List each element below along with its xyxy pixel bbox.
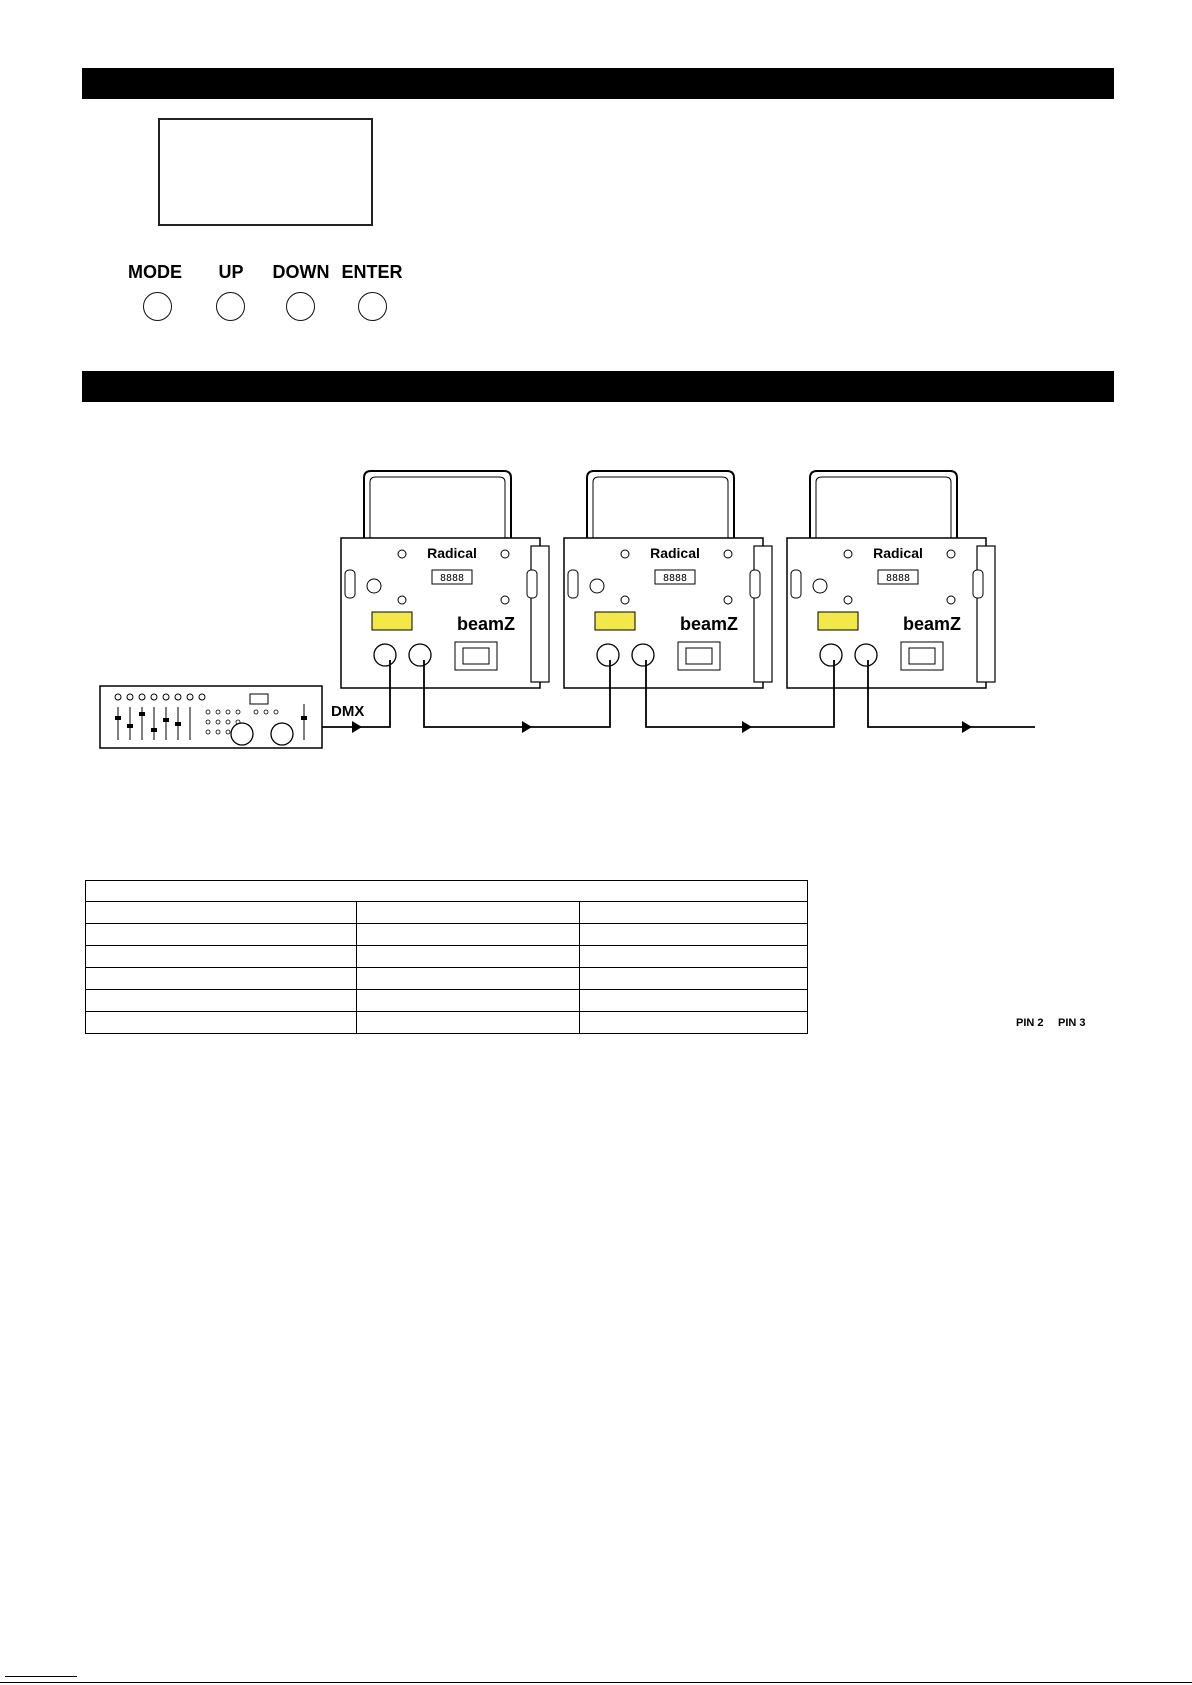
pin-2-label: PIN 2 [1016,1017,1044,1029]
fixture-brand-logo: beamZ [679,614,739,634]
table-cell [580,946,808,968]
fixture-model-label: Radical [427,545,477,561]
dmx-address-table [85,880,808,1034]
pin-3-label: PIN 3 [1058,1017,1086,1029]
table-cell [86,881,808,902]
table-row [86,990,808,1012]
table-cell [357,946,580,968]
table-cell [357,924,580,946]
table-row [86,1012,808,1034]
table-cell [357,1012,580,1034]
fixture-2 [564,471,772,688]
table-row [86,924,808,946]
table-cell [580,1012,808,1034]
up-button-label: UP [218,262,244,282]
table-cell [357,902,580,924]
table-row [86,902,808,924]
table-cell [86,902,357,924]
down-button-label: DOWN [272,262,330,282]
table-cell [357,990,580,1012]
table-cell [580,902,808,924]
dmx-signal-label: DMX [331,703,365,720]
fixture-brand-logo: beamZ [902,614,962,634]
table-row [86,968,808,990]
mode-button-label: MODE [128,262,182,282]
dmx-chain-diagram [0,0,1192,820]
table-cell [357,968,580,990]
table-cell [86,968,357,990]
svg-text:8888: 8888 [439,573,465,584]
footer-divider [5,1676,77,1677]
table-row [86,946,808,968]
enter-button-label: ENTER [341,262,403,282]
svg-text:8888: 8888 [662,573,688,584]
table-cell [580,924,808,946]
table-cell [580,990,808,1012]
table-cell [86,946,357,968]
table-cell [580,968,808,990]
table-cell [86,990,357,1012]
fixture-model-label: Radical [650,545,700,561]
table-header-row [86,881,808,902]
table-cell [86,1012,357,1034]
bottom-rule [0,1682,1192,1683]
fixture-1 [341,471,549,688]
table-cell [86,924,357,946]
fixture-brand-logo: beamZ [456,614,516,634]
svg-text:8888: 8888 [885,573,911,584]
fixture-model-label: Radical [873,545,923,561]
fixture-3 [787,471,995,688]
dmx-controller [100,686,322,748]
